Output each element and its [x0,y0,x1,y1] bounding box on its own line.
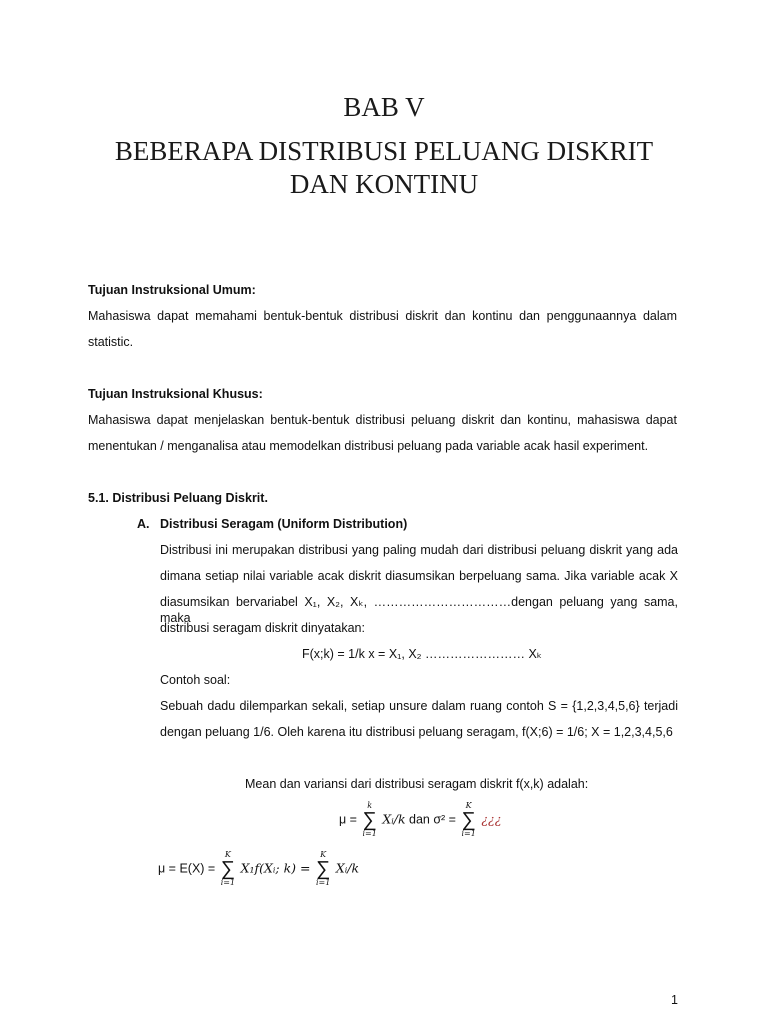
example-label: Contoh soal: [160,673,231,687]
tik-line: Mahasiswa dapat menjelaskan bentuk-bentuk distribusi peluang diskrit dan kontinu, mahasiswa dapat [88,413,677,427]
tiu-line: statistic. [88,335,134,349]
body-line: distribusi seragam diskrit dinyatakan: [160,621,365,635]
tik-heading: Tujuan Instruksional Khusus: [88,387,263,401]
tik-line: menentukan / menganalisa atau memodelkan distribusi peluang pada variable acak hasil experiment. [88,439,649,453]
example-line: Sebuah dadu dilemparkan sekali, setiap unsure dalam ruang contoh S = {1,2,3,4,5,6} terjadi [160,699,678,713]
tiu-heading: Tujuan Instruksional Umum: [88,283,256,297]
expectation-equation: μ = E(X) = K ∑ i=1 X₁f(Xᵢ; k) = K ∑ i=1 Xᵢ/k [158,850,360,887]
subsection-marker: A. [137,517,150,531]
body-line: diasumsikan bervariabel X₁, X₂, Xₖ, ……………………………dengan peluang yang sama, maka [160,595,678,625]
body-line: Distribusi ini merupakan distribusi yang paling mudah dari distribusi peluang diskrit yang ada [160,543,678,557]
mean-variance-equation: μ = k ∑ i=1 Xᵢ/k dan σ² = K ∑ i=1 ¿¿¿ [339,801,502,838]
page-number: 1 [671,993,678,1007]
section-heading: 5.1. Distribusi Peluang Diskrit. [88,491,268,505]
mean-intro: Mean dan variansi dari distribusi seragam diskrit f(x,k) adalah: [245,777,589,791]
body-line: dimana setiap nilai variable acak diskrit diasumsikan berpeluang sama. Jika variable acak X [160,569,678,583]
chapter-title-line1: BEBERAPA DISTRIBUSI PELUANG DISKRIT [114,136,654,166]
tiu-line: Mahasiswa dapat memahami bentuk-bentuk distribusi diskrit dan kontinu dan penggunaannya dalam [88,309,677,323]
example-line: dengan peluang 1/6. Oleh karena itu distribusi peluang seragam, f(X;6) = 1/6; X = 1,2,3,4,5,6 [160,725,673,739]
subsection-heading: Distribusi Seragam (Uniform Distribution) [160,517,408,531]
uniform-formula: F(x;k) = 1/k x = X₁, X₂ …………………… Xₖ [302,647,543,661]
chapter-number: BAB V [343,92,425,122]
chapter-title-line2: DAN KONTINU [289,169,479,199]
